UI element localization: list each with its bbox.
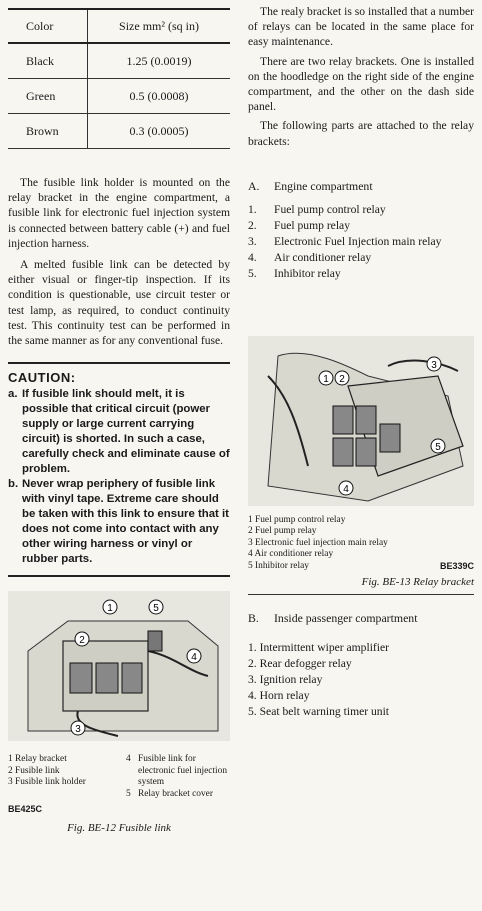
section-title: Inside passenger compartment [274, 611, 418, 626]
legend-number: 5 [126, 788, 131, 799]
callout-label: 1 [107, 603, 113, 615]
figure-caption: Fig. BE-13 Relay bracket [361, 576, 474, 589]
callout-label: 5 [435, 441, 441, 453]
item-text: Air conditioner relay [274, 250, 372, 264]
caution-item [8, 387, 230, 477]
callout-label: 5 [153, 603, 159, 615]
item-text: Fuel pump relay [274, 218, 350, 232]
figure-legend [8, 754, 230, 800]
item-number: 5. [248, 266, 257, 280]
list-item: 3. Ignition relay [248, 673, 323, 687]
section-b-list [248, 640, 474, 720]
callout-label: 2 [339, 373, 345, 385]
item-number: 4. [248, 250, 257, 264]
item-number: 1. [248, 202, 257, 216]
caution-letter: b. [8, 478, 19, 491]
list-item [248, 250, 474, 266]
legend-item: Fusible link for electronic fuel injection system [138, 754, 228, 788]
figure-caption: Fig. BE-12 Fusible link [67, 822, 171, 835]
legend-item: 2 Fuel pump relay [248, 526, 317, 537]
item-text: Inhibitor relay [274, 266, 341, 280]
item-number: 2. [248, 218, 257, 232]
paragraph: A melted fusible link can be detected by either visual or finger-tip inspection. If its condition is questionable, use circuit tester or test lamp, as required, to conduct continuity test. This continuity test can be performed in the same manner as for any conventional fuse. [8, 258, 230, 348]
table-header-color: Color [8, 9, 88, 43]
wire-size-table [8, 8, 230, 149]
paragraph: The fusible link holder is mounted on the relay bracket in the engine compartment, a fusible link for electronic fuel injection system is connected between battery cable (+) and fuel injection harness. [8, 176, 230, 250]
callout-label: 4 [191, 652, 197, 664]
table-cell: Brown [8, 114, 88, 149]
fusible-link-illustration [8, 591, 230, 741]
table-header-size: Size mm² (sq in) [88, 9, 231, 43]
paragraph: The realy bracket is so installed that a number of relays can be located in the same place for easy maintenance. [248, 5, 474, 49]
legend-item: 2 Fusible link [8, 765, 60, 776]
item-text: Fuel pump control relay [274, 202, 386, 216]
list-item [248, 234, 474, 250]
section-letter: A. [248, 178, 260, 193]
right-column [248, 0, 474, 720]
relay-bracket-illustration [248, 336, 474, 506]
callout-label: 3 [75, 724, 81, 736]
caution-letter: a. [8, 388, 18, 401]
caution-text: Never wrap periphery of fusible link with vinyl tape. Extreme care should be taken with this link to ensure that it does not come into contact with any other wiring harness or vinyl or rubber parts. [22, 478, 229, 566]
caution-text: If fusible link should melt, it is possible that critical circuit (power supply or large current carrying circuit) is shorted. In such a case, carefully check and eliminate cause of problem. [22, 388, 230, 476]
table-cell: Green [8, 79, 88, 114]
list-item: 4. Horn relay [248, 689, 310, 703]
table-cell: Black [8, 43, 88, 79]
fusible-link-figure [8, 591, 230, 835]
figure-code: BE339C [439, 560, 474, 571]
list-item: 1. Intermittent wiper amplifier [248, 641, 390, 655]
legend-item: 3 Fusible link holder [8, 777, 86, 788]
table-row [8, 79, 230, 114]
section-b-heading [248, 611, 474, 626]
paragraph: The following parts are attached to the relay brackets: [248, 119, 474, 148]
caution-title: CAUTION: [8, 370, 76, 386]
relay-bracket-figure [248, 336, 474, 596]
caution-item [8, 477, 230, 567]
legend-item: 4 Air conditioner relay [248, 549, 334, 560]
figure-legend [248, 515, 474, 573]
section-title: Engine compartment [274, 178, 373, 193]
table-cell: 1.25 (0.0019) [88, 43, 231, 79]
section-a-heading [248, 179, 474, 194]
item-text: Electronic Fuel Injection main relay [274, 234, 442, 248]
callout-label: 2 [79, 635, 85, 647]
figure-code: BE425C [8, 804, 43, 815]
list-item: 5. Seat belt warning timer unit [248, 705, 390, 719]
legend-item: 1 Relay bracket [8, 754, 67, 765]
callout-label: 1 [323, 373, 329, 385]
table-row [8, 43, 230, 79]
list-item: 2. Rear defogger relay [248, 657, 352, 671]
legend-item: 3 Electronic fuel injection main relay [248, 537, 388, 548]
table-row [8, 114, 230, 149]
legend-item: 5 Inhibitor relay [248, 560, 309, 571]
table-cell: 0.5 (0.0008) [88, 79, 231, 114]
section-a-list [248, 202, 474, 282]
callout-label: 3 [431, 359, 437, 371]
caution-box [8, 362, 230, 577]
section-letter: B. [248, 611, 259, 626]
legend-item: 1 Fuel pump control relay [248, 514, 346, 525]
legend-number: 4 [126, 754, 131, 765]
list-item [248, 202, 474, 218]
paragraph: There are two relay brackets. One is installed on the hoodledge on the right side of the engine compartment, and the other on the dash side panel. [248, 54, 474, 114]
left-column [8, 0, 230, 835]
table-cell: 0.3 (0.0005) [88, 114, 231, 149]
list-item [248, 218, 474, 234]
item-number: 3. [248, 234, 257, 248]
callout-label: 4 [343, 483, 349, 495]
legend-item: Relay bracket cover [138, 788, 213, 799]
list-item [248, 266, 474, 282]
